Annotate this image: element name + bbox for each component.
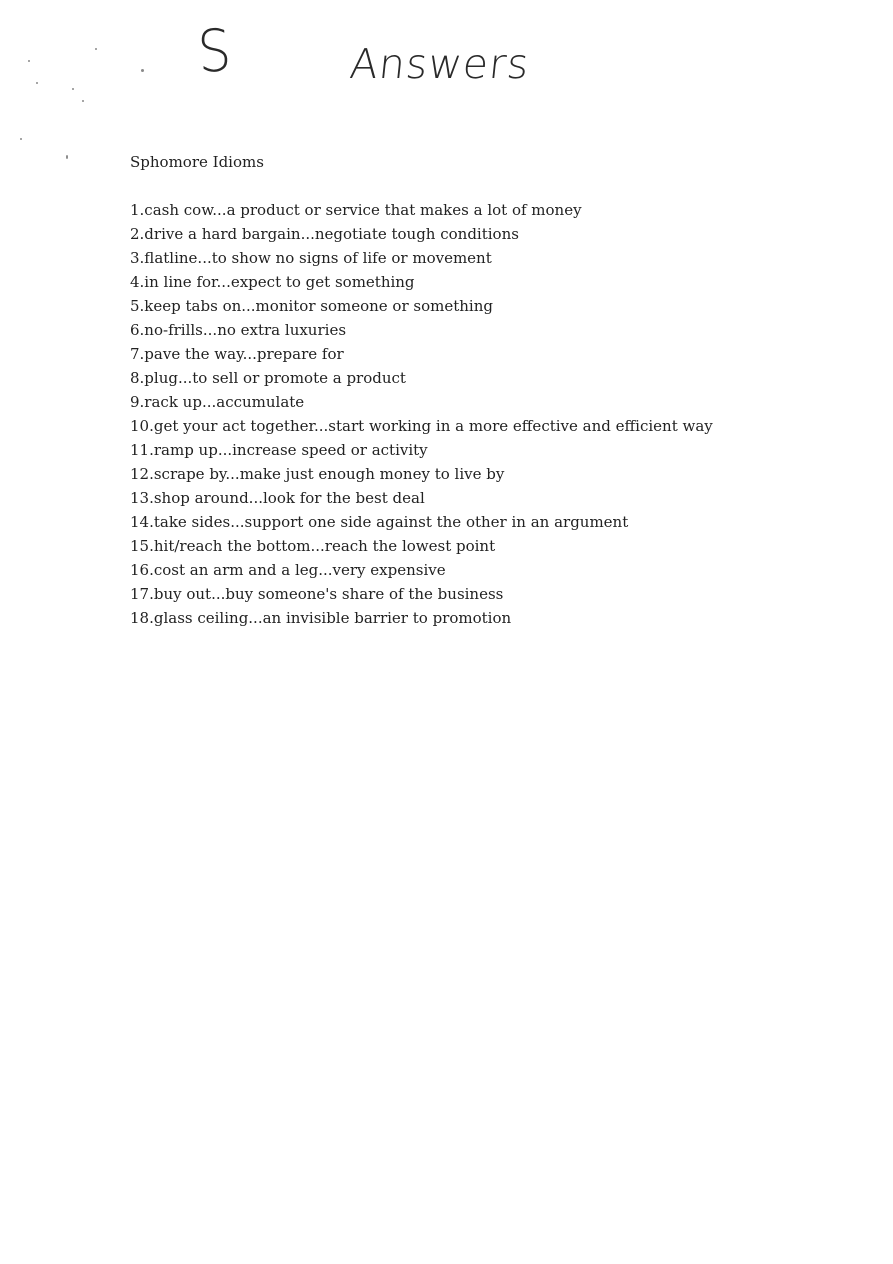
scan-speck xyxy=(82,100,84,102)
scan-speck xyxy=(72,88,74,90)
idiom-item: 2.drive a hard bargain...negotiate tough conditions xyxy=(130,225,519,243)
handwritten-heading: Answers xyxy=(347,40,532,88)
idiom-item: 7.pave the way...prepare for xyxy=(130,345,344,363)
idiom-item: 4.in line for...expect to get something xyxy=(130,273,415,291)
idiom-item: 10.get your act together...start working in a more effective and efficient way xyxy=(130,417,713,435)
idiom-item: 17.buy out...buy someone's share of the business xyxy=(130,585,504,603)
idiom-item: 9.rack up...accumulate xyxy=(130,393,305,411)
scan-speck xyxy=(66,155,68,159)
idiom-list xyxy=(130,198,830,630)
scan-speck xyxy=(20,138,22,140)
document-title: Sphomore Idioms xyxy=(130,153,264,171)
idiom-item: 3.flatline...to show no signs of life or movement xyxy=(130,249,492,267)
scan-speck xyxy=(36,82,38,84)
document-body xyxy=(130,150,830,630)
idiom-item: 1.cash cow...a product or service that makes a lot of money xyxy=(130,201,582,219)
scan-speck xyxy=(95,48,97,50)
idiom-item: 12.scrape by...make just enough money to live by xyxy=(130,465,505,483)
idiom-item: 18.glass ceiling...an invisible barrier to promotion xyxy=(130,609,512,627)
scan-speck xyxy=(28,60,30,62)
idiom-item: 11.ramp up...increase speed or activity xyxy=(130,441,428,459)
idiom-item: 15.hit/reach the bottom...reach the lowest point xyxy=(130,537,496,555)
idiom-item: 8.plug...to sell or promote a product xyxy=(130,369,406,387)
idiom-item: 16.cost an arm and a leg...very expensive xyxy=(130,561,446,579)
handwritten-letter: S xyxy=(195,15,234,87)
idiom-item: 5.keep tabs on...monitor someone or something xyxy=(130,297,493,315)
idiom-item: 6.no-frills...no extra luxuries xyxy=(130,321,347,339)
scan-speck xyxy=(141,69,144,72)
idiom-item: 14.take sides...support one side against the other in an argument xyxy=(130,513,629,531)
idiom-item: 13.shop around...look for the best deal xyxy=(130,489,425,507)
